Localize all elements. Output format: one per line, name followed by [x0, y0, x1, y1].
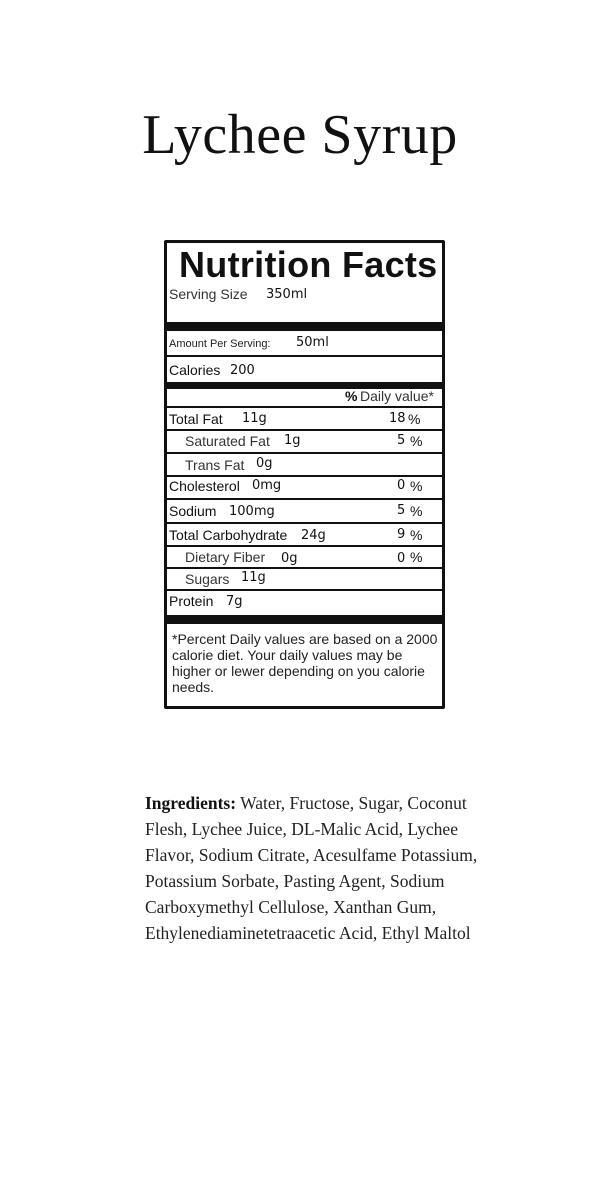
divider — [167, 406, 442, 408]
divider — [167, 498, 442, 500]
nutrition-facts-label — [164, 240, 445, 709]
amount-per-serving-value: 50ml — [296, 335, 329, 350]
nutrient-name: Trans Fat — [185, 457, 245, 473]
divider — [167, 567, 442, 569]
nutrient-name: Total Fat — [169, 411, 223, 427]
nutrient-name: Dietary Fiber — [185, 549, 266, 565]
nutrient-amount: 0g — [281, 551, 298, 566]
daily-value-footnote: *Percent Daily values are based on a 2000 calorie diet. Your daily values may be higher or lewer depending on you calorie needs. — [172, 631, 438, 695]
divider — [167, 452, 442, 454]
nutrient-dv-percent: % — [410, 549, 423, 565]
nutrient-dv: 9 — [397, 527, 406, 542]
serving-size-label: Serving Size — [169, 286, 248, 302]
nutrient-amount: 11g — [241, 570, 266, 585]
ingredients-label: Ingredients: — [145, 793, 237, 813]
divider — [167, 355, 442, 357]
calories-value: 200 — [230, 363, 255, 378]
nutrient-amount: 0g — [256, 456, 273, 471]
daily-value-percent-sign: % — [345, 388, 358, 404]
nutrient-name: Protein — [169, 593, 214, 609]
ingredients-block — [145, 790, 505, 946]
divider — [167, 589, 442, 591]
thick-divider — [167, 615, 442, 624]
amount-per-serving-label: Amount Per Serving: — [169, 338, 271, 350]
thick-divider — [167, 322, 442, 331]
nutrient-name: Total Carbohydrate — [169, 527, 288, 543]
nutrient-dv: 5 — [397, 433, 406, 448]
nutrient-dv-percent: % — [410, 527, 423, 543]
nutrient-dv-percent: % — [408, 411, 421, 427]
calories-label: Calories — [169, 362, 221, 378]
nutrient-dv: 0 — [397, 551, 406, 566]
nutrient-name: Saturated Fat — [185, 433, 270, 449]
nutrient-amount: 11g — [242, 411, 267, 426]
nutrient-amount: 100mg — [229, 504, 275, 519]
nutrition-facts-heading: Nutrition Facts — [179, 244, 438, 285]
daily-value-header-label: Daily value* — [360, 388, 434, 404]
nutrient-amount: 1g — [284, 433, 301, 448]
nutrient-amount: 24g — [301, 528, 326, 543]
nutrient-dv: 0 — [397, 478, 406, 493]
nutrient-dv: 18 — [389, 411, 406, 426]
nutrient-name: Cholesterol — [169, 478, 240, 494]
nutrient-amount: 7g — [226, 594, 243, 609]
divider — [167, 429, 442, 431]
nutrient-dv: 5 — [397, 503, 406, 518]
divider — [167, 545, 442, 547]
nutrient-dv-percent: % — [410, 478, 423, 494]
product-title: Lychee Syrup — [142, 104, 458, 166]
nutrient-name: Sugars — [185, 571, 230, 587]
nutrient-amount: 0mg — [252, 478, 282, 493]
serving-size-value: 350ml — [266, 287, 308, 302]
nutrient-dv-percent: % — [410, 503, 423, 519]
ingredients-list: Water, Fructose, Sugar, Coconut Flesh, Lychee Juice, DL-Malic Acid, Lychee Flavor, Sodium Citrate, Acesulfame Potassium, Potassium Sorbate, Pasting Agent, Sodium Carboxymethyl Cellulose, Xanthan Gum, Ethylenediaminetetraacetic Acid, Ethyl Maltol — [145, 793, 478, 943]
divider — [167, 522, 442, 524]
nutrient-dv-percent: % — [410, 433, 423, 449]
nutrient-name: Sodium — [169, 503, 217, 519]
